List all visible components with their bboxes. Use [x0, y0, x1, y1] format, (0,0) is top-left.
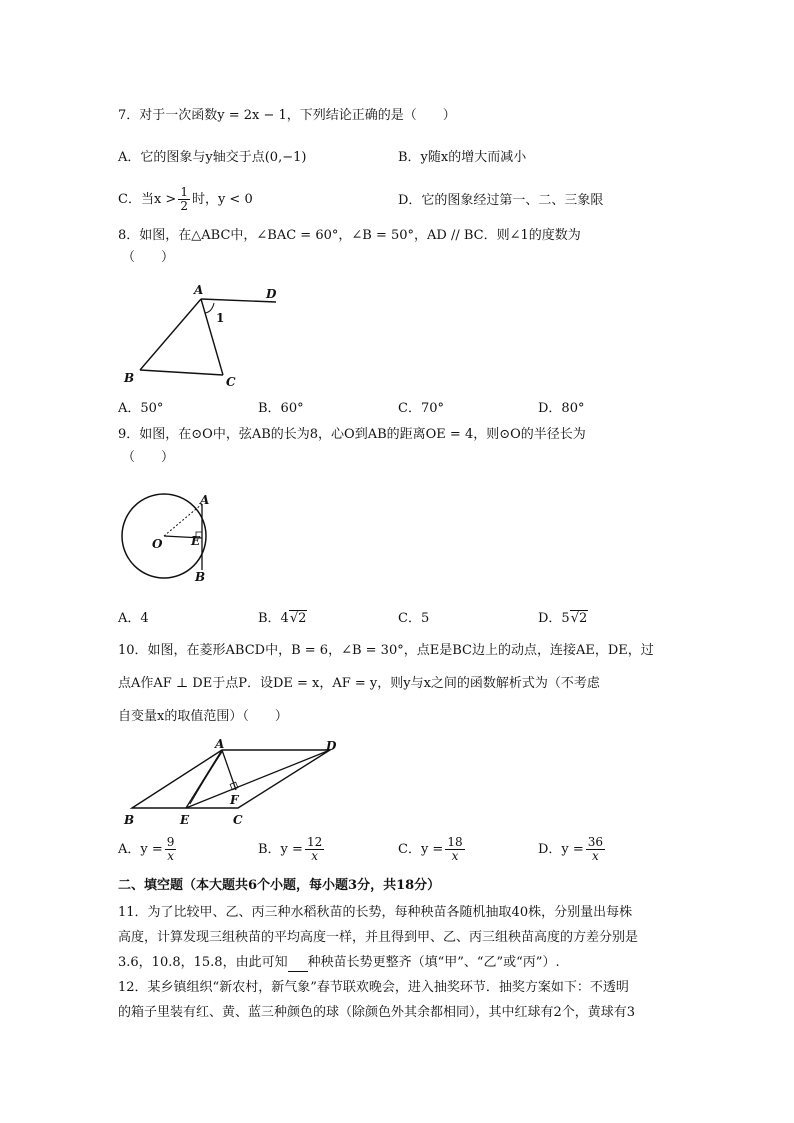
- q8-option-b: B．60°: [258, 401, 304, 416]
- q10-line-3: 自变量x的取值范围）（ ）: [118, 709, 288, 724]
- q8-option-a: A．50°: [118, 401, 164, 416]
- q10-option-d-text: D．y =: [538, 842, 584, 857]
- q7-frac-num: 1: [180, 185, 188, 199]
- q10-option-c-fraction: [445, 836, 464, 863]
- q7-option-a: A．它的图象与y轴交于点(0,−1): [118, 150, 307, 165]
- q8-label-b: B: [124, 371, 135, 385]
- q8-angle-arc: [205, 303, 214, 313]
- q8-option-c: C．70°: [398, 401, 444, 416]
- q10-option-a-den: x: [167, 849, 174, 863]
- q10-option-d-fraction: [586, 836, 605, 863]
- q8-side-bc: [140, 370, 223, 375]
- q8-paren: （ ）: [122, 250, 175, 265]
- q9-paren: （ ）: [122, 450, 175, 465]
- q10-line-2: 点A作AF ⊥ DE于点P．设DE = x，AF = y，则y与x之间的函数解析式为（不考虑: [118, 676, 600, 691]
- q7-option-c-post: 时，y < 0: [191, 192, 253, 207]
- q10-option-b: [258, 836, 326, 863]
- q10-option-a: [118, 836, 178, 863]
- q10-option-b-den: x: [311, 849, 318, 863]
- q9-option-c: C．5: [398, 611, 430, 626]
- q10-option-d-den: x: [592, 849, 599, 863]
- q10-label-f: F: [230, 793, 239, 807]
- q10-label-a: A: [215, 738, 225, 751]
- q9-option-b: [258, 610, 307, 628]
- q10-option-a-text: A．y =: [118, 842, 163, 857]
- q9-label-o: O: [152, 537, 163, 551]
- q9-option-b-sqrt: √2: [289, 611, 307, 626]
- q9-option-d-radicand: 2: [579, 611, 588, 626]
- q7-option-c: [118, 186, 253, 213]
- q8-label-angle: 1: [216, 311, 225, 325]
- q9-option-a: A．4: [118, 611, 149, 626]
- q7-fraction: [178, 186, 190, 213]
- q10-segment-ae: [186, 750, 222, 808]
- q11-answer-blank[interactable]: [288, 957, 308, 972]
- q10-line-1: 10．如图，在菱形ABCD中，B = 6，∠B = 30°，点E是BC边上的动点，连接AE，DE，过: [118, 643, 654, 658]
- q9-stem: 9．如图，在⊙O中，弦AB的长为8，心O到AB的距离OE = 4，则⊙O的半径长为: [118, 427, 586, 442]
- q10-label-b: B: [124, 813, 135, 827]
- q10-option-d-num: 36: [587, 835, 604, 849]
- q7-option-d: D．它的图象经过第一、二、三象限: [398, 193, 604, 208]
- q9-option-d-sqrt: √2: [570, 611, 588, 626]
- q11-line-2: 高度，计算发现三组秧苗的平均高度一样，并且得到甲、乙、丙三组秧苗高度的方差分别是: [118, 930, 639, 945]
- q11-line-3-pre: 3.6，10.8，15.8，由此可知: [118, 955, 288, 970]
- q8-ray-ad: [201, 299, 276, 302]
- q10-label-d: D: [326, 739, 337, 753]
- q7-option-b: B．y随x的增大而减小: [398, 150, 527, 165]
- q11-line-1: 11．为了比较甲、乙、丙三种水稻秋苗的长势，每种秧苗各随机抽取40株，分别量出每株: [118, 905, 633, 920]
- q9-label-e: E: [191, 534, 201, 548]
- q8-label-a: A: [194, 283, 204, 297]
- q8-label-c: C: [226, 375, 236, 389]
- q10-option-c-num: 18: [447, 835, 463, 849]
- q10-option-b-text: B．y =: [258, 842, 303, 857]
- q12-line-2: 的箱子里装有红、黄、蓝三种颜色的球（除颜色外其余都相同），其中红球有2个，黄球有3: [118, 1005, 636, 1020]
- q10-option-b-num: 12: [306, 835, 323, 849]
- q11-line-3: [118, 954, 560, 972]
- q7-stem: 7．对于一次函数y = 2x − 1，下列结论正确的是（ ）: [118, 108, 456, 123]
- q9-option-d: [538, 610, 588, 628]
- q10-option-c-den: x: [451, 849, 459, 863]
- q10-option-b-fraction: [305, 836, 324, 863]
- q8-side-ab: [140, 299, 201, 370]
- q11-line-3-post: 种秧苗长势更整齐（填“甲”、“乙”或“丙”）.: [307, 955, 560, 970]
- q10-option-d: [538, 836, 607, 863]
- q9-option-b-text: B．4: [258, 611, 289, 626]
- q9-label-a: A: [200, 493, 210, 507]
- q10-label-c: C: [233, 813, 243, 827]
- q8-stem: 8．如图，在△ABC中，∠BAC = 60°，∠B = 50°，AD // BC．则∠1的度数为: [118, 228, 581, 243]
- q7-option-c-pre: C．当x >: [118, 192, 177, 207]
- q9-label-b: B: [195, 570, 206, 584]
- q9-option-d-text: D．5: [538, 611, 570, 626]
- q10-label-e: E: [180, 813, 190, 827]
- section-2-title: 二、填空题（本大题共6个小题，每小题3分，共18分）: [118, 878, 441, 893]
- q8-label-d: D: [266, 287, 277, 301]
- q10-option-c-text: C．y =: [398, 842, 444, 857]
- q10-option-c: [398, 836, 467, 863]
- q7-frac-den: 2: [180, 199, 188, 213]
- q10-option-a-fraction: [165, 836, 177, 863]
- q8-option-d: D．80°: [538, 401, 585, 416]
- q10-option-a-num: 9: [166, 835, 175, 849]
- q9-circle-figure: [118, 478, 218, 588]
- q9-option-b-radicand: 2: [298, 611, 307, 626]
- q10-segment-af: [222, 750, 236, 790]
- q12-line-1: 12．某乡镇组织“新农村，新气象”春节联欢晚会，进入抽奖环节．抽奖方案如下：不透明: [118, 980, 629, 995]
- q10-rhombus-figure: [118, 738, 343, 833]
- q8-triangle-figure: [118, 276, 288, 394]
